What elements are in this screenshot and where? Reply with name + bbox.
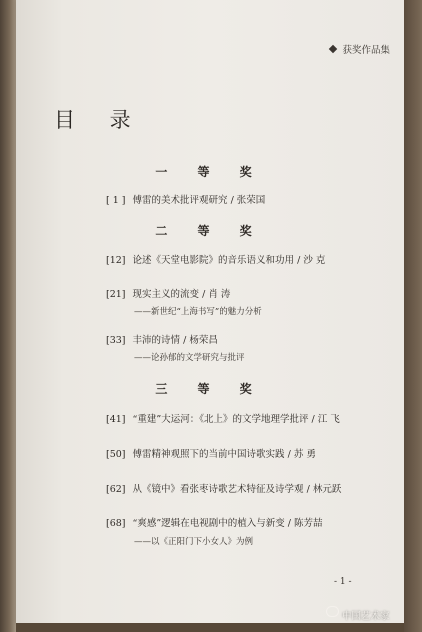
toc-entry[interactable]	[106, 254, 396, 267]
toc-entry[interactable]	[106, 194, 396, 207]
entry-author: / 沙 克	[297, 255, 326, 266]
running-header	[330, 42, 390, 56]
section-heading-first-prize: 一 等 奖	[155, 165, 265, 179]
entry-page-number: [50]	[106, 449, 126, 460]
entry-title: 现实主义的流变	[132, 289, 200, 300]
watermark: 中国艺术家	[342, 611, 390, 622]
book-edge	[404, 0, 422, 632]
entry-subtitle: ——新世纪“上海书写”的魅力分析	[134, 307, 262, 317]
entry-page-number: [33]	[106, 335, 126, 346]
entry-page-number: [21]	[106, 289, 126, 300]
entry-author: / 陈芳喆	[287, 518, 323, 529]
entry-page-number: [41]	[106, 414, 126, 425]
entry-title: 丰沛的诗情	[132, 335, 181, 346]
section-heading-third-prize: 三 等 奖	[155, 382, 265, 396]
entry-title: 傅雷的美术批评观研究	[132, 195, 228, 206]
toc-entry[interactable]	[106, 288, 396, 301]
entry-page-number: [68]	[106, 518, 126, 529]
entry-subtitle: ——论孙郁的文学研究与批评	[134, 353, 245, 363]
entry-author: / 苏 勇	[287, 449, 316, 460]
toc-entry[interactable]	[106, 413, 396, 426]
toc-entry[interactable]	[106, 483, 396, 496]
book-bottom-edge	[16, 623, 404, 632]
book-spine	[0, 0, 16, 632]
toc-entry[interactable]	[106, 334, 396, 347]
entry-title: 傅雷精神观照下的当前中国诗歌实践	[132, 449, 285, 460]
diamond-icon	[329, 45, 337, 53]
entry-title: 从《镜中》看张枣诗歌艺术特征及诗学观	[132, 484, 304, 495]
book-page	[16, 0, 404, 623]
page-title: 目 录	[54, 108, 145, 132]
section-heading-second-prize: 二 等 奖	[155, 224, 265, 238]
entry-page-number: [62]	[106, 484, 126, 495]
entry-title: “爽感”逻辑在电视剧中的植入与新变	[132, 518, 285, 529]
toc-entry[interactable]	[106, 517, 396, 530]
collection-label: 获奖作品集	[342, 45, 390, 56]
entry-author: / 张荣国	[230, 195, 266, 206]
entry-title: “重建”大运河：《北上》的文学地理学批评	[132, 414, 309, 425]
wechat-icon	[326, 606, 339, 617]
entry-page-number: [12]	[106, 255, 126, 266]
entry-author: / 林元跃	[306, 484, 342, 495]
page-number: - 1 -	[334, 577, 352, 587]
entry-author: / 江 飞	[311, 414, 340, 425]
entry-title: 论述《天堂电影院》的音乐语义和功用	[132, 255, 295, 266]
entry-author: / 肖 涛	[202, 289, 231, 300]
entry-subtitle: ——以《正阳门下小女人》为例	[134, 537, 254, 547]
toc-entry[interactable]	[106, 448, 396, 461]
entry-author: / 杨荣昌	[183, 335, 218, 346]
entry-page-number: [ 1 ]	[106, 195, 126, 206]
